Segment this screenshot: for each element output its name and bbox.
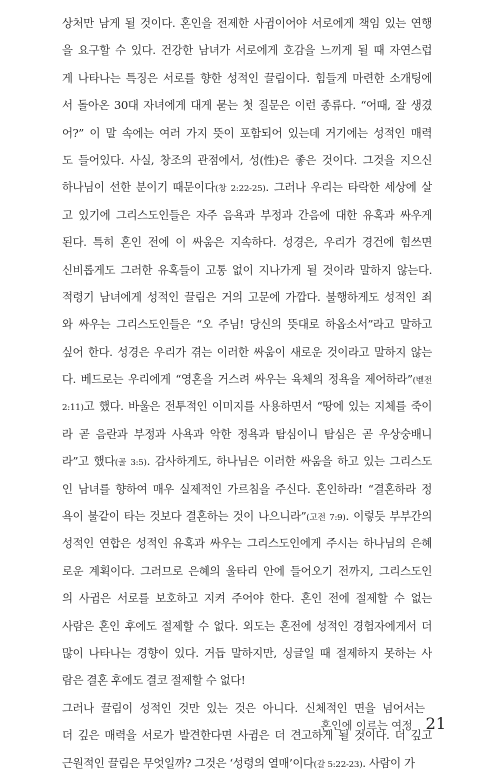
text-segment: 더 깊은 매력을 서로가 발견한다면 사귐은 더 견고하게 될 것이다. 더 깊고 (62, 729, 432, 743)
text-segment: . 이렇듯 부부간의 (345, 510, 432, 524)
text-segment: 서 돌아온 30대 자녀에게 대게 묻는 첫 질문은 이런 종류다. “어때, 잘 생겼 (62, 99, 432, 113)
text-line (62, 311, 432, 338)
text-line (62, 476, 432, 503)
text-segment: 성적인 연합은 성적인 유혹과 싸우는 그리스도인에게 주시는 하나님의 은혜 (62, 537, 432, 551)
text-segment: . 감사하게도, 하나님은 이러한 싸움을 하고 있는 그리스도 (146, 455, 432, 469)
text-segment: . 사람이 가 (362, 756, 415, 770)
text-line (62, 558, 432, 585)
text-line (62, 613, 432, 640)
text-line (62, 257, 432, 284)
text-segment: 와 싸우는 그리스도인들은 “오 주님! 당신의 뜻대로 하옵소서”라고 말하고 (62, 318, 432, 332)
text-line (62, 174, 432, 201)
page-number: 21 (425, 714, 446, 733)
text-segment: 적령기 남녀에게 성적인 끌림은 거의 고문에 가깝다. 불행하게도 성적인 죄 (62, 290, 432, 304)
text-segment: 인 남녀를 향하여 매우 실제적인 가르침을 주신다. 혼인하라! “결혼하라 정 (62, 482, 432, 496)
text-segment: 어?” 이 말 속에는 여러 가지 뜻이 포함되어 있는데 거기에는 성적인 매력 (62, 126, 432, 140)
text-segment: 도 들어있다. 사실, 창조의 관점에서, 성(性)은 좋은 것이다. 그것을 지으신 (62, 153, 432, 167)
text-segment: 고 있기에 그리스도인들은 자주 음욕과 부정과 간음에 대한 유혹과 싸우게 (62, 208, 432, 222)
text-line (62, 37, 432, 64)
text-segment: 많이 나타나는 경향이 있다. 거듭 말하지만, 싱글일 때 절제하지 못하는 사 (62, 646, 432, 660)
text-segment: 근원적인 끌림은 무엇일까? 그것은 ‘성령의 열매’이다 (62, 756, 314, 770)
scripture-reference: (골 3:5) (114, 458, 147, 469)
text-line (62, 92, 432, 119)
text-line (62, 750, 432, 777)
text-line (62, 147, 432, 174)
text-segment: 라”고 했다 (62, 455, 115, 469)
scripture-reference: (고전 7:9) (306, 513, 346, 524)
text-line (62, 640, 432, 667)
scripture-reference: (벧전 (412, 376, 432, 387)
scripture-reference: (창 2:22-25) (215, 184, 266, 195)
text-line (62, 339, 432, 366)
running-title: 혼인에 이르는 여정 (320, 719, 413, 732)
text-segment: . 그러나 우리는 타락한 세상에 살 (265, 181, 432, 195)
body-text (62, 10, 432, 777)
text-line (62, 120, 432, 147)
text-line (62, 366, 432, 393)
text-segment: 욕이 불같이 타는 것보다 결혼하는 것이 나으니라” (62, 510, 307, 524)
text-segment: 다. 베드로는 우리에게 “영혼을 거스려 싸우는 육체의 정욕을 제어하라” (62, 373, 413, 387)
text-segment: 신비롭게도 그러한 유혹들이 고통 없이 지나가게 될 것이라 말하지 않는다. (62, 263, 432, 277)
text-line (62, 421, 432, 448)
text-segment: 하나님이 선한 분이기 때문이다 (62, 181, 216, 195)
text-segment: 라 곧 음란과 부정과 사욕과 악한 정욕과 탐심이니 탐심은 곧 우상숭배니 (62, 427, 432, 441)
text-line (62, 10, 432, 37)
text-segment: 의 사귐은 서로를 보호하고 지켜 주어야 한다. 혼인 전에 절제할 수 없는 (62, 592, 432, 606)
text-line (62, 65, 432, 92)
text-line (62, 530, 432, 557)
text-segment: 사람은 혼인 후에도 절제할 수 없다. 외도는 혼전에 성적인 경험자에게서 더 (62, 619, 432, 633)
text-line (62, 393, 432, 420)
text-segment: 게 나타나는 특징은 서로를 향한 성적인 끌림이다. 힘들게 마련한 소개팅에 (62, 71, 432, 85)
scripture-reference: (갈 5:22-23) (313, 759, 363, 770)
scripture-reference: 2:11) (62, 403, 84, 414)
text-segment: 상처만 남게 될 것이다. 혼인을 전제한 사귐이어야 서로에게 책임 있는 연행 (62, 17, 432, 30)
text-segment: 을 요구할 수 있다. 건강한 남녀가 서로에게 호감을 느끼게 될 때 자연스럽 (62, 44, 432, 58)
text-segment: 람은 결혼 후에도 결코 절제할 수 없다! (62, 674, 246, 688)
text-segment: 된다. 특히 혼인 전에 이 싸움은 지속하다. 성경은, 우리가 경건에 힘쓰면 (62, 236, 432, 250)
text-line (62, 667, 432, 694)
text-segment: 고 했다. 바울은 전투적인 이미지를 사용하면서 “땅에 있는 지체를 죽이 (83, 400, 432, 414)
page-footer (321, 712, 446, 736)
text-line (62, 229, 432, 256)
text-segment: 그러나 끌림이 성적인 것만 있는 것은 아니다. 신체적인 면을 넘어서는 (62, 701, 425, 715)
text-line (62, 503, 432, 530)
text-line (62, 202, 432, 229)
text-segment: 싶어 한다. 성경은 우리가 겪는 이러한 싸움이 새로운 것이라고 말하지 않는 (62, 345, 432, 359)
text-line (62, 585, 432, 612)
text-line (62, 284, 432, 311)
text-line (62, 448, 432, 475)
text-segment: 로운 계획이다. 그러므로 은혜의 울타리 안에 들어오기 전까지, 그리스도인 (62, 564, 432, 578)
